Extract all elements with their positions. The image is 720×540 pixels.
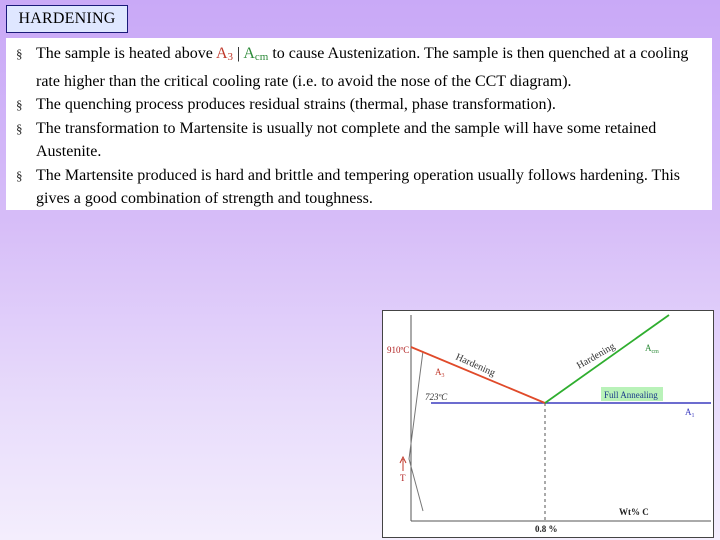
bullet-item-4: § The Martensite produced is hard and brittle and tempering operation usually follows hardening. This gives a good combination of strength and toughness. — [14, 164, 704, 211]
bullet-item-2: § The quenching process produces residual strains (thermal, phase transformation). — [14, 93, 704, 117]
x-axis-label: Wt% C — [619, 507, 649, 517]
bullet-item-1: § The sample is heated above $A_3$ | $A_{cm}$ to cause Austenization. The sample is then quenched at a cooling rate higher than the critical cooling rate (i.e. to avoid the nose of the CCT diagram). — [14, 42, 704, 93]
acm-symbol: $A_{cm}$ — [243, 45, 269, 63]
hardening-right-label: Hardening — [575, 340, 618, 372]
bullet-marker: § — [16, 120, 23, 136]
t-axis-label: T — [400, 473, 406, 483]
bullet-marker: § — [16, 167, 23, 183]
a1-label: $A_1$ — [685, 407, 695, 419]
slide-title: HARDENING — [6, 5, 128, 33]
temp-723-label: 723ºC — [425, 392, 448, 402]
bullet-marker: § — [16, 97, 23, 112]
iron-carbon-diagram — [382, 310, 714, 538]
a3-symbol: $A_3$ — [215, 45, 233, 63]
bullet-panel — [6, 38, 712, 210]
phase-diagram-svg — [383, 311, 713, 537]
hardening-left-label: Hardening — [453, 351, 497, 379]
acm-label: $A_{cm}$ — [645, 343, 659, 355]
bullet-item-3: § The transformation to Martensite is usually not complete and the sample will have some retained Austenite. — [14, 117, 704, 164]
a3-label: $A_3$ — [435, 367, 445, 379]
eutectoid-comp-label: 0.8 % — [535, 524, 558, 534]
full-annealing-label: Full Annealing — [604, 390, 658, 400]
temp-910-label: 910ºC — [387, 345, 410, 355]
bullet-marker: § — [16, 46, 23, 61]
